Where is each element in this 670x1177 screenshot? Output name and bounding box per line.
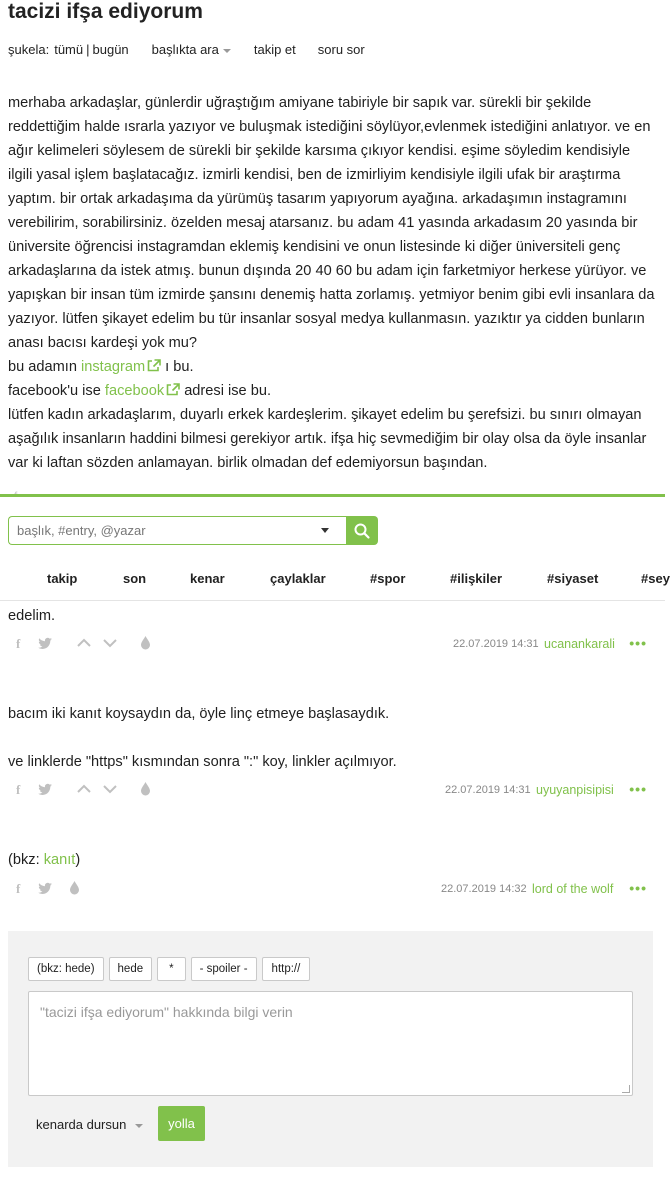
bkz-close: ) [75,852,81,868]
search-in-topic-label: başlıkta ara [151,42,219,57]
twitter-icon[interactable] [38,882,53,894]
entry-line-fb-pre: facebook'u ise [8,383,105,399]
entry-line: ve linklerde "https" kısmından sonra ":" koy, linkler açılmıyor. [8,754,397,770]
entry-footer [0,634,665,654]
nav-item-sey[interactable]: #sey [641,571,670,586]
entry-author[interactable]: lord of the wolf [532,882,614,896]
search-in-topic-dropdown[interactable] [152,42,231,57]
entry-line: bacım iki kanıt koysaydın da, öyle linç etmeye başlasaydık. [8,706,390,722]
topic-title[interactable]: tacizi ifşa ediyorum [8,0,203,23]
kenarda-dursun-dropdown[interactable] [36,1117,143,1132]
entry-textarea[interactable] [28,991,633,1096]
send-button[interactable]: yolla [158,1106,205,1141]
entry-line-insta-post: ı bu. [161,359,194,375]
entry-content [8,702,658,774]
filter-separator: | [86,42,90,57]
entry-text-tail: edelim. [8,608,56,624]
entry-date[interactable]: 22.07.2019 14:31 [453,638,539,650]
textarea-placeholder: "tacizi ifşa ediyorum" hakkında bilgi verin [40,1004,293,1020]
entry-content [8,91,658,475]
instagram-link[interactable]: instagram [81,359,161,375]
search-input[interactable] [8,516,346,545]
facebook-icon[interactable]: f [16,782,21,797]
entry-line-insta-pre: bu adamın [8,359,82,375]
entry-author[interactable]: uyuyanpisipisi [536,783,614,797]
more-options-icon[interactable]: ••• [629,781,647,797]
external-link-icon [166,383,180,396]
entry-date[interactable]: 22.07.2019 14:32 [441,883,527,895]
nav-item-kenar[interactable]: kenar [190,571,225,586]
more-options-icon[interactable]: ••• [629,635,647,651]
entry-content [8,604,658,628]
kenarda-dursun-label: kenarda dursun [36,1117,127,1132]
entry-date[interactable]: 22.07.2019 14:31 [445,784,531,796]
topic-subnav [8,42,365,57]
editor-toolbar [28,957,315,981]
search-bar [8,516,378,545]
upvote-icon[interactable] [77,638,91,647]
nav-item-takip[interactable]: takip [47,571,78,586]
drop-icon[interactable] [140,636,151,650]
nav-item-iliskiler[interactable]: #ilişkiler [450,571,503,586]
entry-line-fb-post: adresi ise bu. [180,383,271,399]
upvote-icon[interactable] [77,784,91,793]
external-link-icon [147,359,161,372]
follow-topic-link[interactable]: takip et [253,42,296,57]
entry-closing: lütfen kadın arkadaşlarım, duyarlı erkek kardeşlerim. şikayet edelim bu şerefsizi. bu sınırı olmayan aşağılık insanların haddini bilmesi gerekiyor artık. ifşa hiç sevmediğim bir olay olsa da öyle insanlar var ki laftan sözden anlamayan. birlik olmadan def edemiyorsun başından. [8,407,647,471]
twitter-icon[interactable] [38,637,53,649]
ask-question-link[interactable]: soru sor [317,42,365,57]
filter-today-link[interactable]: bugün [92,42,129,57]
entry-content [8,848,658,872]
nav-item-spor[interactable]: #spor [370,571,406,586]
bkz-open: (bkz: [8,852,44,868]
downvote-icon[interactable] [103,639,117,648]
search-icon [354,523,370,539]
facebook-icon[interactable]: f [16,881,21,896]
facebook-link[interactable]: facebook [105,383,180,399]
asterisk-button[interactable]: * [157,957,185,981]
site-header [0,494,670,601]
search-dropdown-caret[interactable] [321,528,329,533]
entry-footer [0,879,665,899]
downvote-icon[interactable] [103,785,117,794]
bkz-link[interactable]: kanıt [43,852,76,868]
nav-item-siyaset[interactable]: #siyaset [547,571,599,586]
chevron-down-icon [135,1124,143,1128]
hede-button[interactable]: hede [109,957,153,981]
filter-all-link[interactable]: tümü [54,42,84,57]
drop-icon[interactable] [69,881,80,895]
entry-body: merhaba arkadaşlar, günlerdir uğraştığım amiyane tabiriyle bir sapık var. sürekli bir şekilde reddettiğim halde ısrarla yazıyor ve buluşmak istediğini söylüyor,evlenmek istediğini anlatıyor. ve en ağır kelimeleri söylesem de sürekli bir şekilde karsıma çıkıyor kendisi. eşime söyledim kendisiyle ilgili yasal işlem başlatacağız. izmirli kendisi, ben de izmirliyim kendisiyle ilgili ufak bir araştırma yaptım. bir ortak arkadaşıma da yürümüş tasarım yapıyorum ayağına. arkadaşımın instagramını verebilirim, sorabilirsiniz. özelden mesaj atarsanız. bu adam 41 yasında arkadasım 20 yasında bir üniversite öğrencisi instagramdan eklemiş kendisini ve onun listesinde ki diğer üniversiteli genç arkadaşlarına da istek atmış. bunun dışında 20 40 60 bu adam için farketmiyor herkese yürüyor. ve yapışkan bir insan tüm izmirde şansını denemiş hatta zorlamış. yetmiyor benim gibi evli insanlara da yazıyor. lütfen şikayet edelim bu tür insanlar sosyal medya kullanmasın. yazıktır ya cidden bunların anası bacısı kardeşi yok mu? [8,95,655,351]
nav-item-caylaklar[interactable]: çaylaklar [270,571,326,586]
more-options-icon[interactable]: ••• [629,880,647,896]
spoiler-button[interactable]: - spoiler - [191,957,257,981]
nav-item-son[interactable]: son [123,571,147,586]
chevron-down-icon [223,49,231,53]
link-button[interactable]: http:// [262,957,311,981]
bkz-button[interactable]: (bkz: hede) [28,957,104,981]
sukela-label: şukela: [8,42,50,57]
entry-author[interactable]: ucanankarali [544,637,615,651]
entry-footer [0,780,665,800]
facebook-icon[interactable]: f [16,636,21,651]
twitter-icon[interactable] [38,783,53,795]
entry-editor [8,931,653,1167]
search-button[interactable] [346,516,378,545]
resize-handle-icon[interactable] [622,1085,630,1093]
drop-icon[interactable] [140,782,151,796]
